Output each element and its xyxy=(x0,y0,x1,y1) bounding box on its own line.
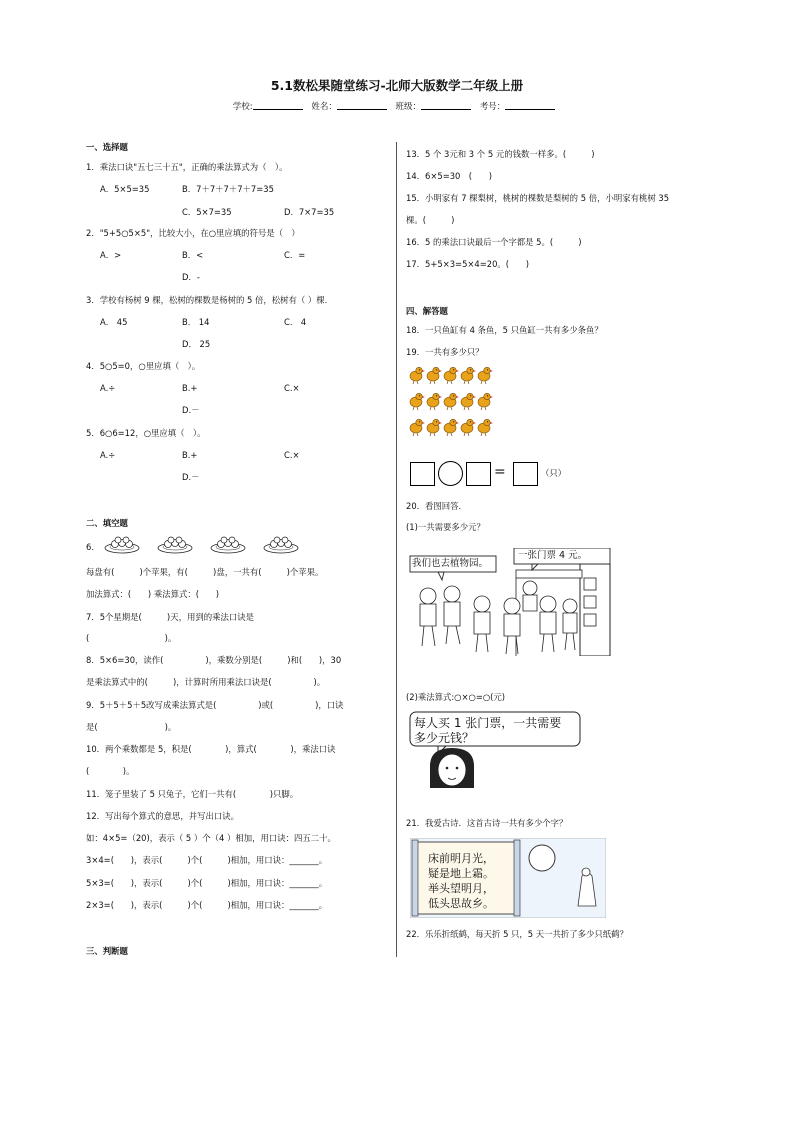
question-14: 14．6×5=30 ( ) xyxy=(406,171,493,181)
q4-option-d[interactable]: D.－ xyxy=(182,405,200,415)
q12-item-c: 2×3=( )，表示( )个( )相加，用口诀：_______。 xyxy=(86,900,328,910)
question-7: 7．5个星期是( )天，用到的乘法口诀是 xyxy=(86,612,254,622)
question-9: 9．5＋5＋5＋5改写成乘法算式是( )或( )，口诀 xyxy=(86,700,344,710)
q2-option-c[interactable]: C．= xyxy=(284,250,306,260)
question-16: 16．5 的乘法口诀最后一个字都是 5。( ) xyxy=(406,237,582,247)
q3-option-a[interactable]: A． 45 xyxy=(100,317,128,327)
name-blank[interactable] xyxy=(337,100,387,110)
speech-bubble-children: 我们也去植物园。 xyxy=(412,558,489,569)
q1-option-d[interactable]: D．7×7=35 xyxy=(284,207,335,217)
q10-line-2: ( )。 xyxy=(86,766,135,776)
question-10: 10．两个乘数都是 5，积是( )，算式( )，乘法口诀 xyxy=(86,744,336,754)
q12-example: 如：4×5=（20)，表示（ 5 ）个（4 ）相加，用口诀：四五二十。 xyxy=(86,833,336,843)
q1-option-a[interactable]: A．5×5=35 xyxy=(100,184,150,194)
q5-option-d[interactable]: D.－ xyxy=(182,472,200,482)
question-18: 18．一只鱼缸有 4 条鱼，5 只鱼缸一共有多少条鱼？ xyxy=(406,325,603,335)
q15-line-2: 棵。( ) xyxy=(406,215,455,225)
question-2: 2．"5+5○5×5"，比较大小，在○里应填的符号是（ ） xyxy=(86,228,300,238)
question-22: 22．乐乐折纸鹤，每天折 5 只，5 天一共折了多少只纸鹤？ xyxy=(406,929,628,939)
q9-line-2: 是( )。 xyxy=(86,722,177,732)
class-label: 班级： xyxy=(395,102,422,112)
answer-box[interactable] xyxy=(466,462,491,486)
question-20: 20．看图回答． xyxy=(406,501,467,511)
school-label: 学校: xyxy=(232,102,253,112)
poem-line-4: 低头思故乡。 xyxy=(428,897,494,910)
q4-option-c[interactable]: C.× xyxy=(284,383,300,393)
apple-plate-icon xyxy=(210,534,246,554)
question-1: 1．乘法口诀"五七三十五"，正确的乘法算式为（ ）。 xyxy=(86,162,288,172)
question-21: 21．我爱古诗．这首古诗一共有多少个字？ xyxy=(406,818,568,828)
q5-option-c[interactable]: C.× xyxy=(284,450,300,460)
equals-sign: = xyxy=(494,464,506,480)
question-15: 15．小明家有 7 棵梨树，桃树的棵数是梨树的 5 倍，小明家有桃树 35 xyxy=(406,193,670,203)
q2-option-d[interactable]: D．- xyxy=(182,272,200,282)
q2-option-b[interactable]: B．< xyxy=(182,250,204,260)
apple-plate-icon xyxy=(157,534,193,554)
q19-unit: （只） xyxy=(541,468,567,478)
name-label: 姓名： xyxy=(311,102,337,112)
q1-option-c[interactable]: C．5×7=35 xyxy=(182,207,232,217)
exam-no-blank[interactable] xyxy=(505,100,555,110)
q3-option-c[interactable]: C． 4 xyxy=(284,317,307,327)
speech-bubble-ticket: 一张门票 4 元。 xyxy=(518,550,588,561)
school-blank[interactable] xyxy=(253,100,303,110)
column-divider xyxy=(396,142,397,957)
q5-option-a[interactable]: A.÷ xyxy=(100,450,116,460)
q6-line-2: 加法算式：( ) 乘法算式：( ) xyxy=(86,589,219,599)
section-judge-heading: 三、判断题 xyxy=(86,946,128,956)
question-12: 12．写出每个算式的意思，并写出口诀。 xyxy=(86,811,240,821)
apple-plate-icon xyxy=(104,534,140,554)
question-13: 13．5 个 3元和 3 个 5 元的钱数一样多。( ) xyxy=(406,149,595,159)
poem-line-3: 举头望明月， xyxy=(428,882,494,895)
q6-line-1: 每盘有( )个苹果，有( )盘，一共有( )个苹果。 xyxy=(86,567,324,577)
q3-option-d[interactable]: D． 25 xyxy=(182,339,211,349)
q20-part-2: (2)乘法算式:○×○=○(元) xyxy=(406,692,506,702)
q2-option-a[interactable]: A．> xyxy=(100,250,122,260)
q3-option-b[interactable]: B． 14 xyxy=(182,317,210,327)
q7-line-2: ( )。 xyxy=(86,633,177,643)
question-19: 19．一共有多少只？ xyxy=(406,347,484,357)
question-17: 17．5+5×3=5×4=20。( ) xyxy=(406,259,530,269)
apple-plate-icon xyxy=(263,534,299,554)
section-choice-heading: 一、选择题 xyxy=(86,142,128,152)
question-6: 6． xyxy=(86,542,100,552)
q8-line-2: 是乘法算式中的( )，计算时所用乘法口诀是( )。 xyxy=(86,677,326,687)
poem-line-2: 疑是地上霜。 xyxy=(428,867,494,880)
question-11: 11．笼子里装了 5 只兔子，它们一共有( )只脚。 xyxy=(86,789,299,799)
q12-item-a: 3×4=( )，表示( )个( )相加，用口诀：_______。 xyxy=(86,855,328,865)
q4-option-a[interactable]: A.÷ xyxy=(100,383,116,393)
q4-option-b[interactable]: B.+ xyxy=(182,383,198,393)
speech-bubble-question-line-1: 每人买 1 张门票，一共需要 xyxy=(414,716,562,730)
section-fill-heading: 二、填空题 xyxy=(86,518,128,528)
answer-box[interactable] xyxy=(410,462,435,486)
q5-option-b[interactable]: B.+ xyxy=(182,450,198,460)
result-box[interactable] xyxy=(513,462,538,486)
q20-part-1: (1)一共需要多少元？ xyxy=(406,522,485,532)
question-3: 3．学校有杨树 9 棵，松树的棵数是杨树的 5 倍，松树有（ ）棵． xyxy=(86,295,334,305)
question-5: 5．6○6=12，○里应填（ ）。 xyxy=(86,428,206,438)
q12-item-b: 5×3=( )，表示( )个( )相加，用口诀：_______。 xyxy=(86,878,328,888)
poem-line-1: 床前明月光， xyxy=(428,852,494,865)
class-blank[interactable] xyxy=(421,100,471,110)
question-8: 8．5×6=30，读作( )，乘数分别是( )和( )，30 xyxy=(86,655,342,665)
chicks-icon xyxy=(408,364,500,444)
section-solve-heading: 四、解答题 xyxy=(406,306,448,316)
page-title: 5.1数松果随堂练习-北师大版数学二年级上册 xyxy=(270,78,524,93)
question-4: 4．5○5=0，○里应填（ ）。 xyxy=(86,361,201,371)
q1-option-b[interactable]: B．7＋7＋7＋7＋7=35 xyxy=(182,184,274,194)
exam-no-label: 考号： xyxy=(479,102,506,112)
operator-circle[interactable] xyxy=(438,461,463,486)
student-info-line xyxy=(0,100,794,112)
speech-bubble-question-line-2: 多少元钱？ xyxy=(414,731,475,745)
